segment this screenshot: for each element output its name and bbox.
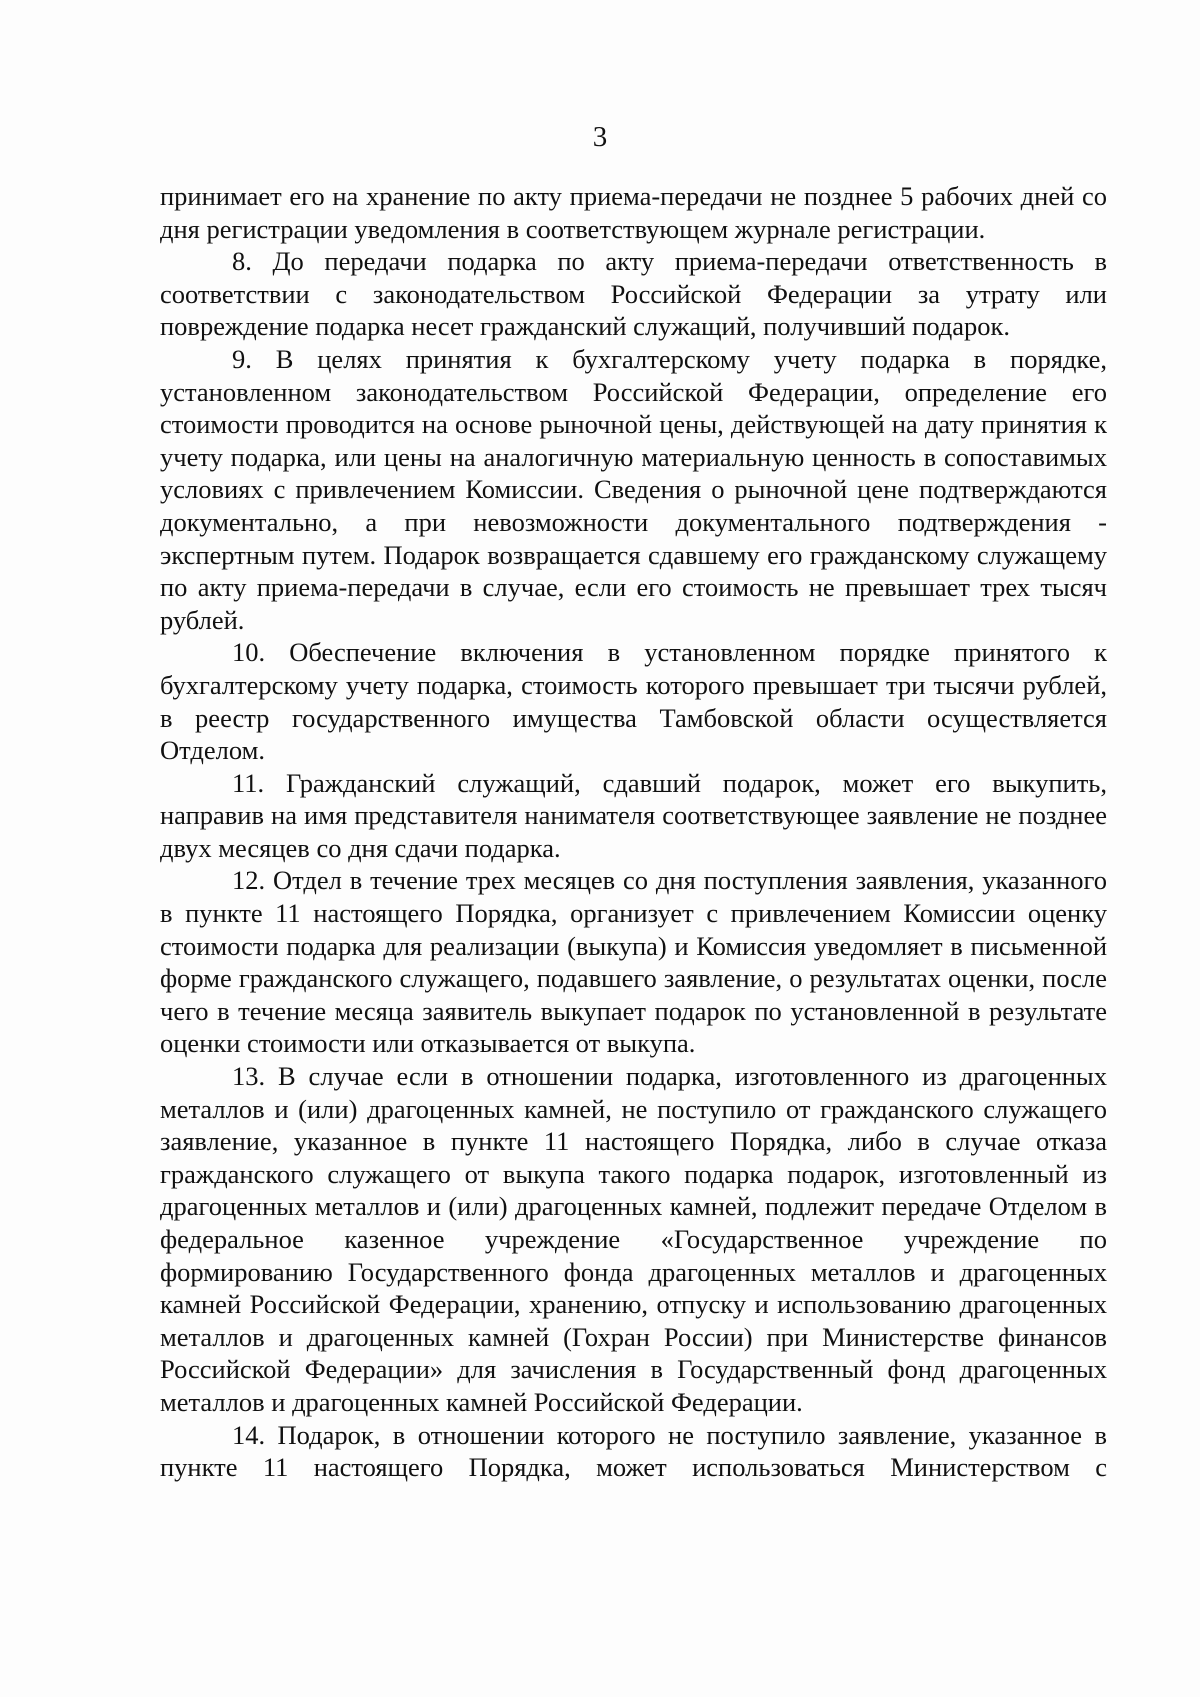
document-body (160, 180, 1107, 1484)
paragraph-continuation: принимает его на хранение по акту приема-передачи не позднее 5 рабочих дней со дня регистрации уведомления в соответствующем журнале регистрации. (160, 181, 1107, 244)
paragraph-item-8: 8. До передачи подарка по акту приема-передачи ответственность в соответствии с законодательством Российской Федерации за утрату или повреждение подарка несет гражданский служащий, получивший подарок. (160, 246, 1107, 342)
paragraph-item-10: 10. Обеспечение включения в установленном порядке принятого к бухгалтерскому учету подарка, стоимость которого превышает три тысячи рублей, в реестр государственного имущества Тамбовской области осуществляется Отделом. (160, 637, 1107, 766)
page-number: 3 (592, 121, 608, 153)
paragraph-item-11: 11. Гражданский служащий, сдавший подарок, может его выкупить, направив на имя представителя нанимателя соответствующее заявление не позднее двух месяцев со дня сдачи подарка. (160, 767, 1107, 863)
paragraph-item-14: 14. Подарок, в отношении которого не поступило заявление, указанное в пункте 11 настоящего Порядка, может использоваться Министерством с (160, 1419, 1107, 1483)
paragraph-item-13: 13. В случае если в отношении подарка, изготовленного из драгоценных металлов и (или) драгоценных камней, не поступило от гражданского служащего заявление, указанное в пункте 11 настоящего Порядка, либо в случае отказа гражданского служащего от выкупа такого подарка подарок, изготовленный из драгоценных металлов и (или) драгоценных камней, подлежит передаче Отделом в федеральное казенное учреждение «Государственное учреждение по формированию Государственного фонда драгоценных металлов и драгоценных камней Российской Федерации, хранению, отпуску и использованию драгоценных металлов и драгоценных камней (Гохран России) при Министерстве финансов Российской Федерации» для зачисления в Государственный фонд драгоценных металлов и драгоценных камней Российской Федерации. (160, 1061, 1107, 1417)
paragraph-item-12: 12. Отдел в течение трех месяцев со дня поступления заявления, указанного в пункте 11 настоящего Порядка, организует с привлечением Комиссии оценку стоимости подарка для реализации (выкупа) и Комиссия уведомляет в письменной форме гражданского служащего, подавшего заявление, о результатах оценки, после чего в течение месяца заявитель выкупает подарок по установленной в результате оценки стоимости или отказывается от выкупа. (160, 865, 1107, 1059)
paragraph-item-9: 9. В целях принятия к бухгалтерскому учету подарка в порядке, установленном законодательством Российской Федерации, определение его стоимости проводится на основе рыночной цены, действующей на дату принятия к учету подарка, или цены на аналогичную материальную ценность в сопоставимых условиях с привлечением Комиссии. Сведения о рыночной цене подтверждаются документально, а при невозможности документального подтверждения - экспертным путем. Подарок возвращается сдавшему его гражданскому служащему по акту приема-передачи в случае, если его стоимость не превышает трех тысяч рублей. (160, 343, 1107, 635)
